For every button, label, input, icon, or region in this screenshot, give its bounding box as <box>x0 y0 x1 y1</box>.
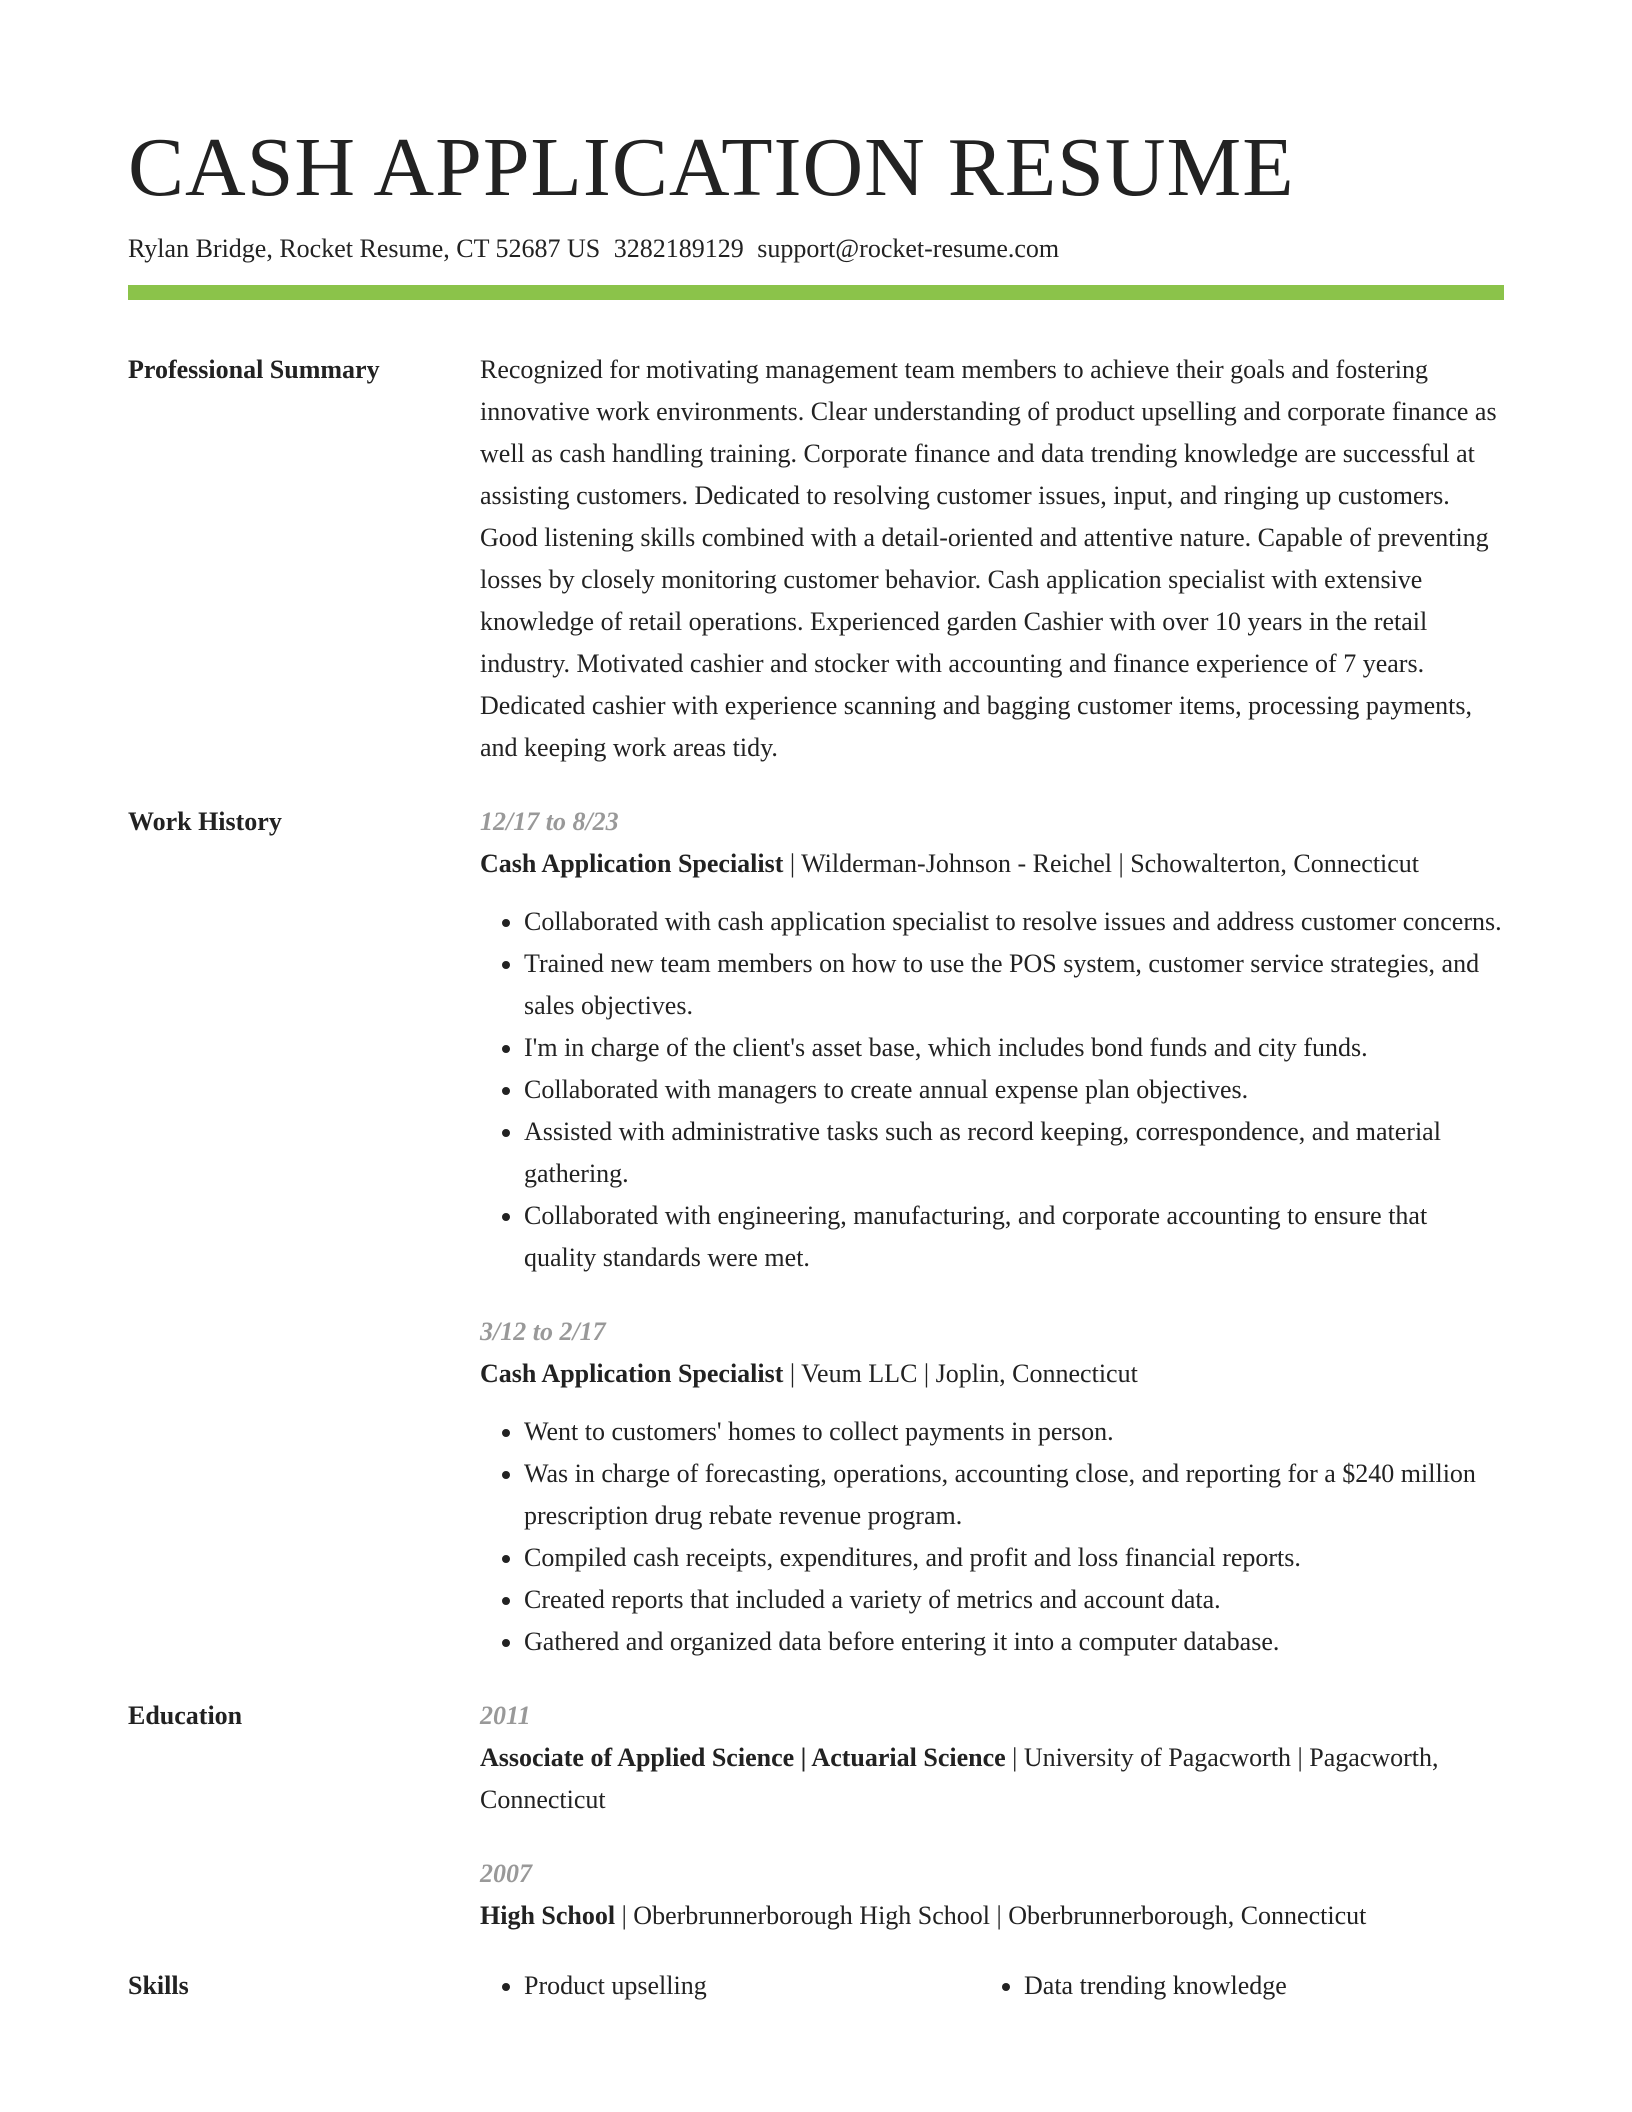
job-bullet: • I'm in charge of the client's asset base, which includes bond funds and city funds. <box>524 1027 1504 1069</box>
job-dates: 12/17 to 8/23 <box>480 807 619 836</box>
job-bullet: • Went to customers' homes to collect payments in person. <box>524 1411 1504 1453</box>
education-degree: Associate of Applied Science | Actuarial Science <box>480 1743 1006 1772</box>
skill-item: • Data trending knowledge <box>1024 1965 1504 2007</box>
job-title-line <box>480 1353 1504 1395</box>
job-bullet: • Gathered and organized data before entering it into a computer database. <box>524 1621 1504 1663</box>
job-bullet: • Collaborated with engineering, manufacturing, and corporate accounting to ensure that quality standards were met. <box>524 1195 1504 1279</box>
education-entry <box>480 1853 1504 1937</box>
contact-email: support@rocket-resume.com <box>757 234 1060 263</box>
job-bullet: • Was in charge of forecasting, operations, accounting close, and reporting for a $240 million prescription drug rebate revenue program. <box>524 1453 1504 1537</box>
education-title-line <box>480 1895 1504 1937</box>
job-details: | Veum LLC | Joplin, Connecticut <box>783 1359 1138 1388</box>
job-bullet: • Trained new team members on how to use the POS system, customer service strategies, and sales objectives. <box>524 943 1504 1027</box>
education-title-line <box>480 1737 1504 1821</box>
job-bullet: • Collaborated with cash application specialist to resolve issues and address customer concerns. <box>524 901 1504 943</box>
education-entry <box>480 1695 1504 1821</box>
job-title: Cash Application Specialist <box>480 849 784 878</box>
job-bullet: • Collaborated with managers to create annual expense plan objectives. <box>524 1069 1504 1111</box>
skills-heading: Skills <box>128 1971 189 2000</box>
education-section <box>128 1695 1504 1937</box>
summary-section <box>128 349 1504 769</box>
skills-list <box>480 1965 1504 2007</box>
job-entry <box>480 801 1504 1279</box>
education-year: 2011 <box>480 1701 531 1730</box>
job-entry <box>480 1311 1504 1663</box>
summary-heading: Professional Summary <box>128 355 380 384</box>
summary-text: Recognized for motivating management team members to achieve their goals and fostering innovative work environments. Clear understanding of product upselling and corporate finance as well as cash handling training. Corporate finance and data trending knowledge are successful at assisting customers. Dedicated to resolving customer issues, input, and ringing up customers. Good listening skills combined with a detail-oriented and attentive nature. Capable of preventing losses by closely monitoring customer behavior. Cash application specialist with extensive knowledge of retail operations. Experienced garden Cashier with over 10 years in the retail industry. Motivated cashier and stocker with accounting and finance experience of 7 years. Dedicated cashier with experience scanning and bagging customer items, processing payments, and keeping work areas tidy. <box>480 355 1497 762</box>
job-bullet-list <box>480 901 1504 1279</box>
contact-address: Rylan Bridge, Rocket Resume, CT 52687 US <box>128 234 601 263</box>
job-details: | Wilderman-Johnson - Reichel | Schowalterton, Connecticut <box>783 849 1420 878</box>
skill-item: • Product upselling <box>524 1965 1004 2007</box>
work-history-section <box>128 801 1504 1663</box>
education-heading: Education <box>128 1701 243 1730</box>
job-dates: 3/12 to 2/17 <box>480 1317 606 1346</box>
education-year: 2007 <box>480 1859 532 1888</box>
accent-divider <box>128 285 1504 300</box>
job-title: Cash Application Specialist <box>480 1359 784 1388</box>
job-bullet-list <box>480 1411 1504 1663</box>
contact-line <box>128 232 1504 266</box>
skills-section <box>128 1965 1504 2007</box>
work-history-heading: Work History <box>128 807 282 836</box>
resume-page <box>128 0 1504 2007</box>
resume-title: CASH APPLICATION RESUME <box>128 121 1295 214</box>
education-details: | University of Pagacworth | Pagacworth, Connecticut <box>480 1743 1439 1814</box>
education-details: | Oberbrunnerborough High School | Oberbrunnerborough, Connecticut <box>615 1901 1367 1930</box>
job-bullet: • Created reports that included a variety of metrics and account data. <box>524 1579 1504 1621</box>
job-title-line <box>480 843 1504 885</box>
education-degree: High School <box>480 1901 616 1930</box>
contact-phone: 3282189129 <box>613 234 744 263</box>
job-bullet: • Assisted with administrative tasks such as record keeping, correspondence, and material gathering. <box>524 1111 1504 1195</box>
job-bullet: • Compiled cash receipts, expenditures, and profit and loss financial reports. <box>524 1537 1504 1579</box>
